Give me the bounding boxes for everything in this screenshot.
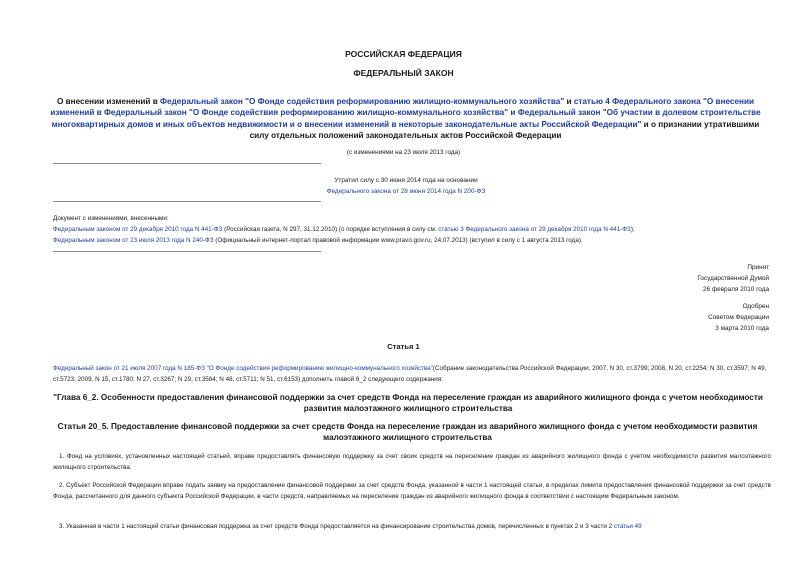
adopted-line-2: Государственной Думой: [697, 275, 769, 283]
changes-item-2-link[interactable]: Федеральным законом от 23 июля 2013 года N 240-ФЗ: [53, 237, 214, 245]
title-link-article-4[interactable]: статью 4 Федерального закона "О внесении изменений в Федеральный закон "О Фонде содействия реформированию жилищно-коммунального хозяйства" и Федеральный закон "Об участии в долевом строительстве многоквартирных домов и иных объектов недвижимости и о внесении изменений в некоторые законодательные акты Российской Федерации": [50, 97, 761, 129]
changes-block: [53, 213, 763, 247]
paragraph-1: [53, 451, 771, 473]
changes-item-1: [53, 224, 763, 235]
divider: [53, 201, 321, 202]
paragraph-2: [53, 480, 771, 502]
article-1-intro: [53, 363, 771, 385]
changes-item-1-end: );: [630, 226, 635, 234]
adopted-line-1: Принят: [747, 264, 769, 271]
adopted-block: [569, 262, 769, 296]
paragraph-3-text: 3. Указанная в части 1 настоящей статьи финансовая поддержка за счет средств Фонда предоставляется на финансирование строительства домов, перечисленных в пунктах 2 и 3 части 2: [59, 523, 614, 530]
divider: [53, 251, 321, 252]
edit-note: (с изменениями на 23 июля 2013 года): [346, 149, 461, 156]
paragraph-3-link[interactable]: статьи 49: [613, 523, 642, 530]
changes-item-1-link[interactable]: Федеральным законом от 29 декабря 2010 года N 441-ФЗ: [53, 226, 223, 234]
paragraph-3: [53, 521, 771, 532]
country-heading: РОССИЙСКАЯ ФЕДЕРАЦИЯ: [345, 49, 462, 59]
title-suffix: и о признании утратившими силу отдельных положений законодательных актов Российской Федерации: [249, 119, 760, 140]
adopted-line-3: 26 февраля 2010 года: [702, 286, 769, 294]
approved-line-1: Одобрен: [742, 303, 769, 310]
chapter-6-2-title: "Глава 6_2. Особенности предоставления финансовой поддержки за счет средств Фонда на переселение граждан из аварийного жилищного фонда с учетом необходимости развития малоэтажного жилищного строительства: [53, 393, 763, 414]
divider: [53, 163, 321, 164]
law-title: [48, 96, 763, 141]
lost-force-text: Утратил силу с 30 июня 2014 года на основании: [334, 177, 478, 184]
approved-line-2: Советом Федерации: [708, 314, 769, 322]
lost-force-link[interactable]: Федерального закона от 28 июня 2014 года N 200-ФЗ: [326, 188, 486, 195]
title-link-fund-law[interactable]: Федеральный закон "О Фонде содействия реформированию жилищно-коммунального хозяйства": [160, 97, 565, 106]
title-mid: и: [564, 97, 574, 106]
approved-block: [569, 301, 769, 335]
changes-heading: Документ с изменениями, внесенными:: [53, 215, 169, 222]
paragraph-2-text: 2. Субъект Российской Федерации вправе подать заявку на предоставление финансовой поддержки за счет средств Фонда, указанной в части 1 настоящей статьи, в пределах лимита предоставления финансовой поддержки за счет средств Фонда, рассчитанного для данного субъекта Российской Федерации, в части средств, направляемых на переселение граждан из аварийного жилищного фонда в соответствии с настоящим Федеральным законом.: [53, 482, 771, 501]
paragraph-1-text: 1. Фонд на условиях, установленных настоящей статьей, вправе предоставлять финансовую поддержку за счет своих средств на переселение граждан из аварийного жилищного фонда с учетом необходимости развития малоэтажного жилищного строительства.: [53, 453, 771, 472]
changes-item-1-text: (Российская газета, N 297, 31.12.2010) (о порядке вступления в силу см.: [222, 226, 439, 234]
law-type-heading: ФЕДЕРАЛЬНЫЙ ЗАКОН: [353, 68, 454, 78]
changes-item-2: [53, 235, 763, 246]
title-prefix: О внесении изменений в: [56, 97, 161, 106]
changes-item-2-text: (Официальный интернет-портал правовой информации www.pravo.gov.ru, 24.07.2013) (вступил в силу с 1 августа 2013 года).: [213, 237, 583, 245]
lost-force-note: [256, 175, 556, 197]
article-1-title: Статья 1: [387, 342, 420, 351]
changes-item-1-link2[interactable]: статью 3 Федерального закона от 29 декабря 2010 года N 441-ФЗ: [438, 226, 631, 234]
article-20-5-title: Статья 20_5. Предоставление финансовой поддержки за счет средств Фонда на переселение граждан из аварийного жилищного фонда с учетом необходимости развития малоэтажного жилищного строительства: [57, 422, 758, 443]
article-1-law-link[interactable]: Федеральный закон от 21 июля 2007 года N 185-ФЗ "О Фонде содействия реформированию жилищно-коммунального хозяйства": [53, 365, 433, 372]
approved-line-3: 3 марта 2010 года: [715, 325, 769, 333]
article-1-text: (Собрание законодательства Российской Федерации, 2007, N 30, ст.3799; 2008, N 20, ст.2254; N 30, ст.3597; N 49, ст.5723; 2009, N 15, ст.1780; N 27, ст.3267; N 29, ст.3584; N 48, ст.5711; N 51, ст.6153) дополнить главой 6_2 следующего содержания:: [53, 365, 767, 384]
